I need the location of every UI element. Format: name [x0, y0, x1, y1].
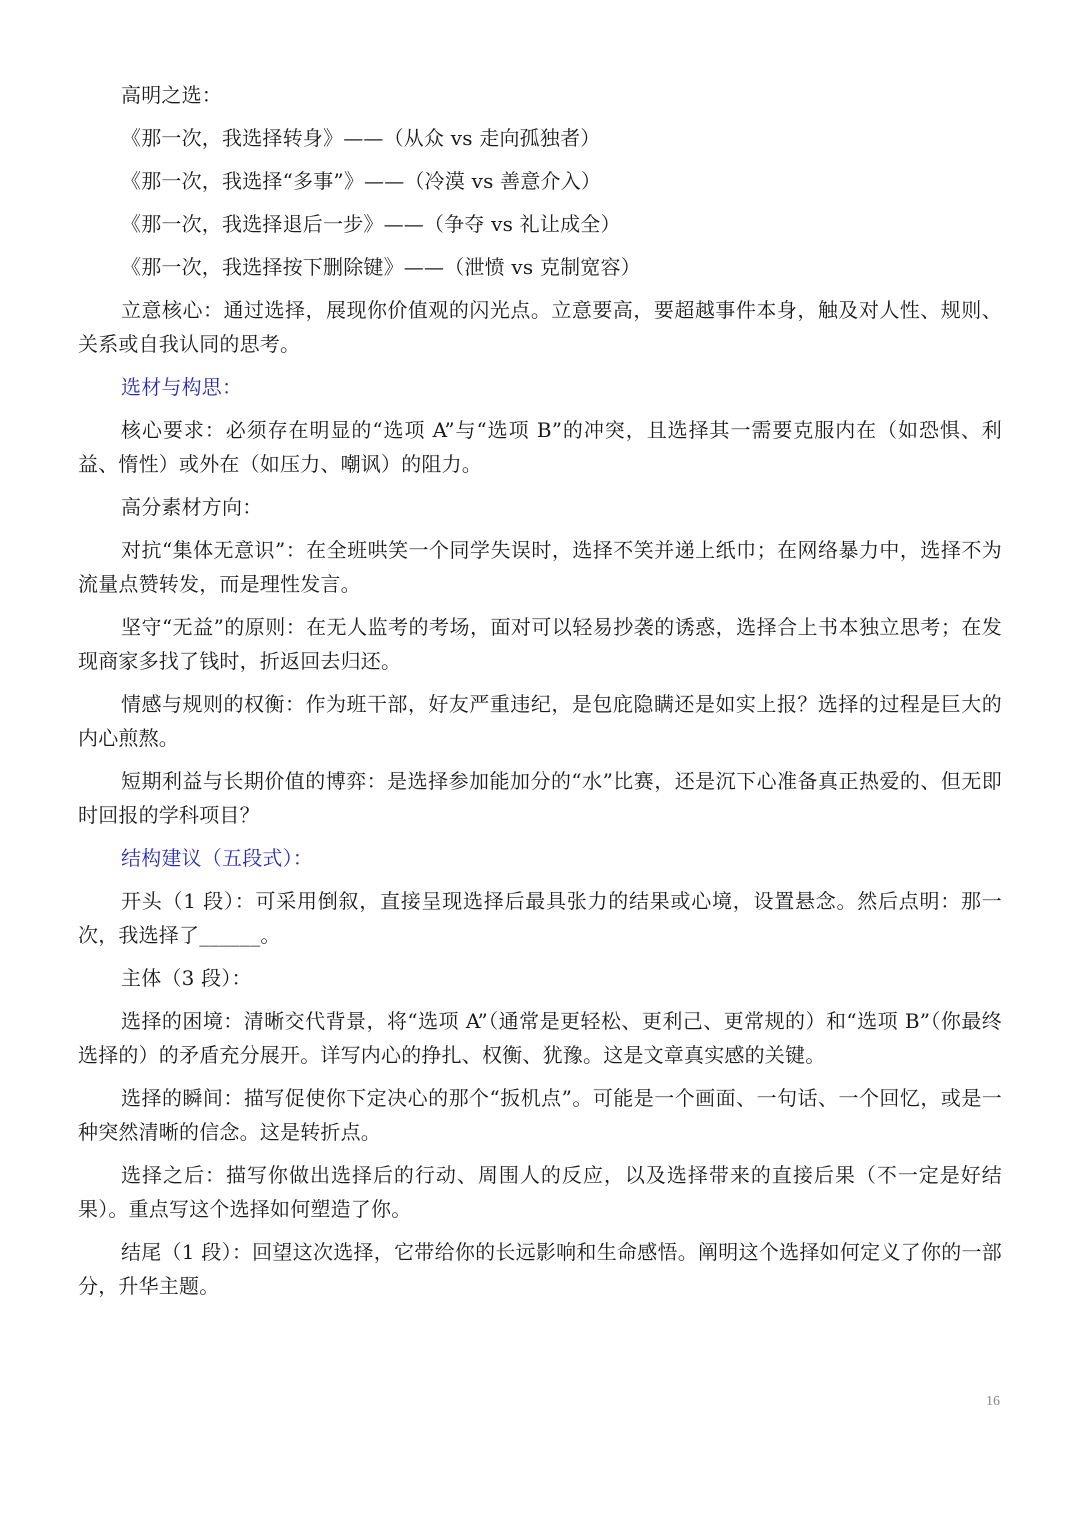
structure-body-moment: 选择的瞬间：描写促使你下定决心的那个“扳机点”。可能是一个画面、一句话、一个回忆，或是一种突然清晰的信念。这是转折点。 — [78, 1086, 1002, 1144]
structure-body-dilemma: 选择的困境：清晰交代背景，将“选项 A”（通常是更轻松、更利己、更常规的）和“选项 B”（你最终选择的）的矛盾充分展开。详写内心的挣扎、权衡、犹豫。这是文章真实感的关键。 — [78, 1009, 1002, 1067]
material-item-1: 对抗“集体无意识”：在全班哄笑一个同学失误时，选择不笑并递上纸巾；在网络暴力中，选择不为流量点赞转发，而是理性发言。 — [78, 538, 1002, 596]
material-item-2: 坚守“无益”的原则：在无人监考的考场，面对可以轻易抄袭的诱惑，选择合上书本独立思考；在发现商家多找了钱时，折返回去归还。 — [78, 615, 1002, 673]
structure-ending: 结尾（1 段）：回望这次选择，它带给你的长远影响和生命感悟。阐明这个选择如何定义了你的一部分，升华主题。 — [78, 1240, 1002, 1298]
section-label-choices: 高明之选： — [121, 83, 222, 107]
heading-material-and-concept: 选材与构思： — [121, 375, 243, 399]
title-example-2: 《那一次，我选择“多事”》——（冷漠 vs 善意介入） — [121, 169, 602, 193]
theme-core-paragraph: 立意核心：通过选择，展现你价值观的闪光点。立意要高，要超越事件本身，触及对人性、规则、关系或自我认同的思考。 — [78, 298, 1002, 356]
core-requirement-paragraph: 核心要求：必须存在明显的“选项 A”与“选项 B”的冲突，且选择其一需要克服内在（如恐惧、利益、惰性）或外在（如压力、嘲讽）的阻力。 — [78, 418, 1002, 476]
material-direction-label: 高分素材方向： — [121, 495, 263, 519]
structure-body-after: 选择之后：描写你做出选择后的行动、周围人的反应，以及选择带来的直接后果（不一定是好结果）。重点写这个选择如何塑造了你。 — [78, 1163, 1002, 1221]
material-item-4: 短期利益与长期价值的博弈：是选择参加能加分的“水”比赛，还是沉下心准备真正热爱的、但无即时回报的学科项目？ — [78, 769, 1002, 827]
structure-body-label: 主体（3 段）： — [121, 966, 252, 990]
material-item-3: 情感与规则的权衡：作为班干部，好友严重违纪，是包庇隐瞒还是如实上报？选择的过程是巨大的内心煎熬。 — [78, 692, 1002, 750]
title-example-1: 《那一次，我选择转身》——（从众 vs 走向孤独者） — [121, 126, 601, 150]
heading-structure-suggestion: 结构建议（五段式）： — [121, 846, 313, 870]
title-example-3: 《那一次，我选择退后一步》——（争夺 vs 礼让成全） — [121, 212, 621, 236]
document-body — [78, 78, 1002, 1312]
structure-opening: 开头（1 段）：可采用倒叙，直接呈现选择后最具张力的结果或心境，设置悬念。然后点明：那一次，我选择了______。 — [78, 889, 1002, 947]
title-example-4: 《那一次，我选择按下删除键》——（泄愤 vs 克制宽容） — [121, 255, 641, 279]
page-number: 16 — [986, 1394, 1000, 1409]
